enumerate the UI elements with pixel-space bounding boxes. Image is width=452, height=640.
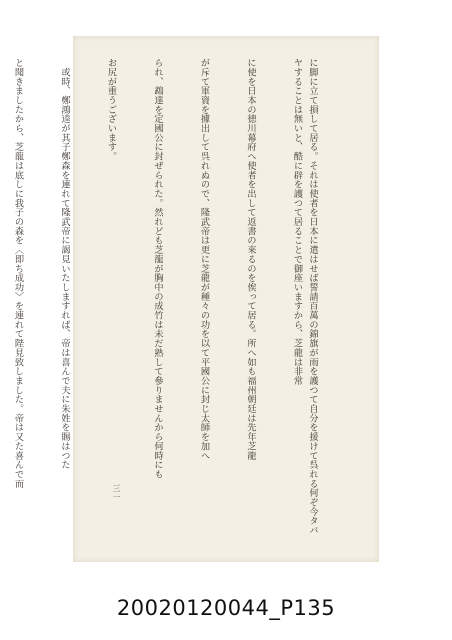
text-column: が斥て軍資を據出して呉れぬので、隆武帝は更に芝龍が種々の功を以て平國公に封じ太師を加へ [198, 58, 210, 461]
text-column: お尻が重うございます。 [105, 58, 117, 161]
text-column: と聞きましたから、芝龍は底しに我子の森を〈即ち成功〉を連れて陛見致しました。帝は又た喜んで而 [12, 58, 24, 489]
image-caption: 20020120044_P135 [116, 596, 336, 620]
text-column: に使を日本の徳川幕府へ使者を出して返書の來るのを俟って居る。所へ如も福州朝廷は先年芝龍 [245, 58, 256, 461]
text-column: られ、鵡達を定國公に封ぜられた。然れども芝龍が胸中の成竹は未だ熟して參りませんから何時にも [152, 58, 163, 479]
text-column: 或時、鄭鴻逵が其子鄭森を連れて隆武帝に謁見いたしますれば、帝は喜んで夫に朱姓を賜はつた [59, 58, 70, 470]
text-column: に脚に立て損して居る。それは使者を日本に遣はせば誓請百萬の錦旗が雨を護つて自分を援けて呉れる何ぞ今タバヤすることは無いと、酷に辟を護つて居ることで御座いますから、芝龍は非常 [291, 58, 318, 535]
page-number: 三一 [112, 484, 121, 502]
book-page [12, 36, 379, 562]
vertical-text-block [12, 58, 351, 544]
